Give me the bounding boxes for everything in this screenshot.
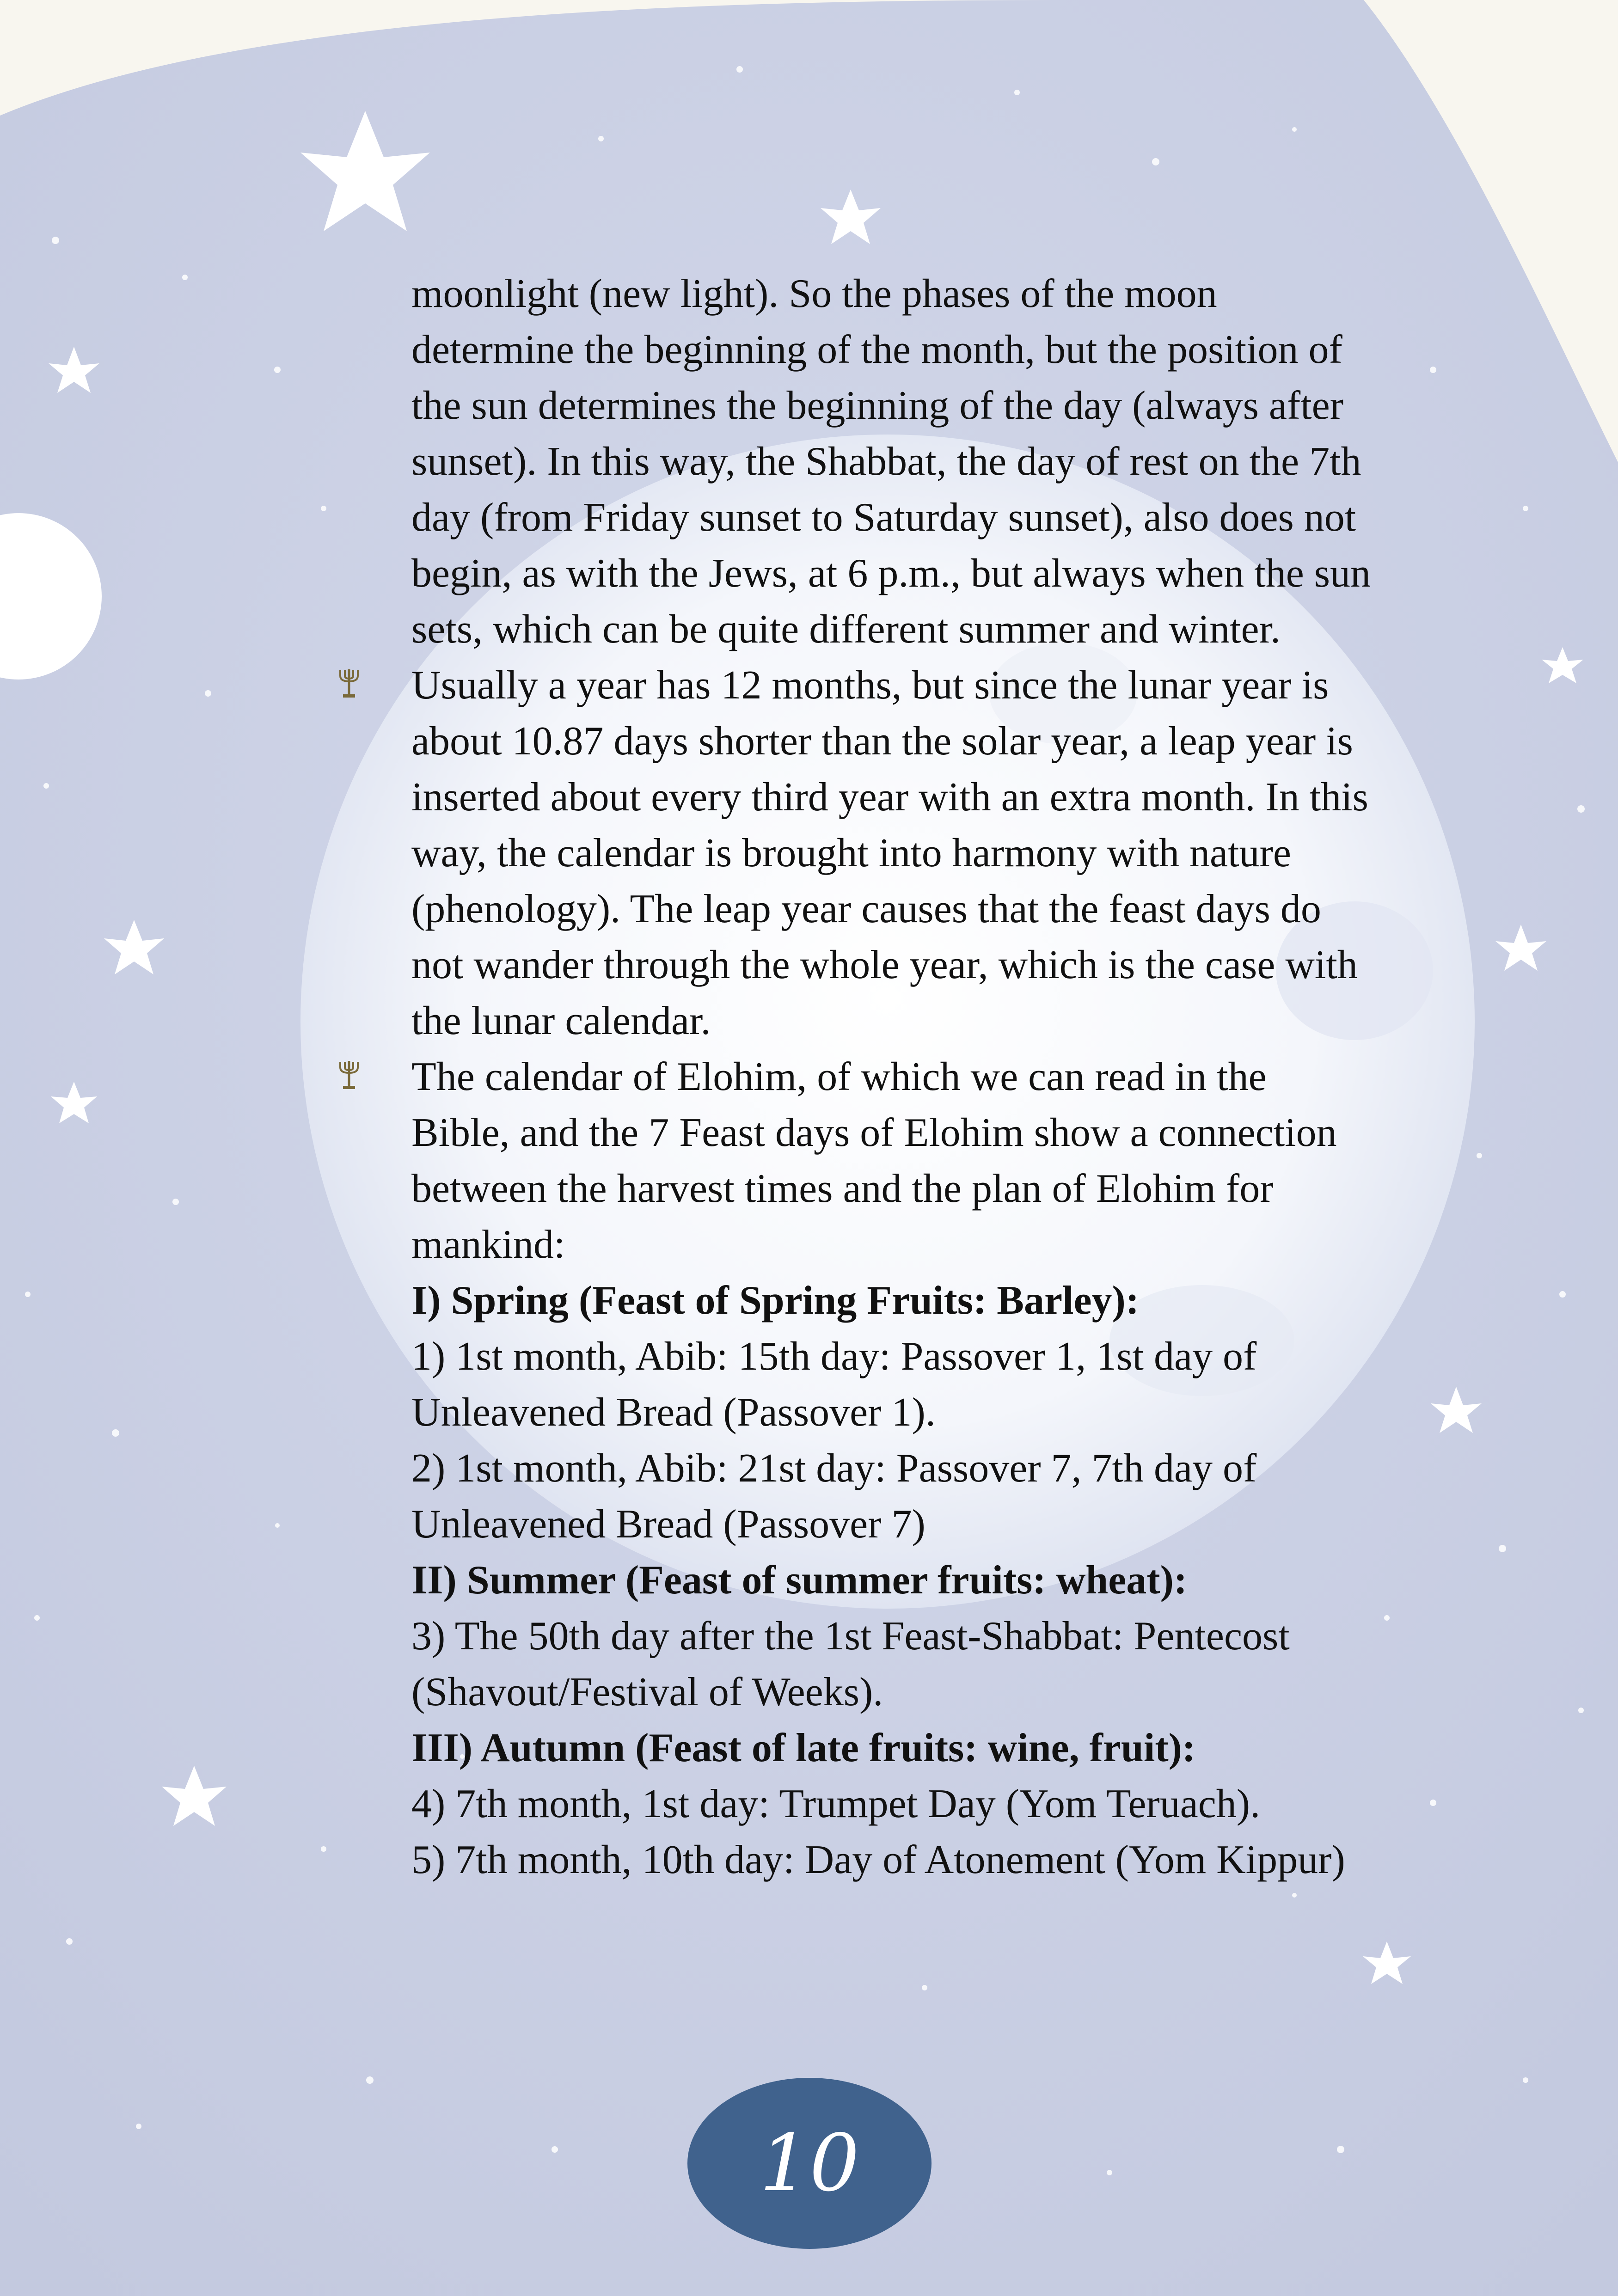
heading-autumn: III) Autumn (Feast of late fruits: wine, fruit): <box>411 1726 1196 1770</box>
heading-summer: II) Summer (Feast of summer fruits: wheat): <box>411 1558 1188 1603</box>
bullet-text-leap-year: Usually a year has 12 months, but since the lunar year is about 10.87 days shorter than the solar year, a leap year is inserted about every third year with an extra month. In this way, the calendar is brought into harmony with nature (phenology). The leap year causes that the feast days do not wander through the whole year, which is the case with the lunar calendar. <box>411 663 1368 1043</box>
bullet-paragraph-leap-year <box>411 657 1373 1049</box>
feast-item-3: 3) The 50th day after the 1st Feast-Shabbat: Pentecost (Shavout/Festival of Weeks). <box>411 1614 1290 1714</box>
menorah-icon <box>337 667 361 700</box>
bullet-text-calendar: The calendar of Elohim, of which we can read in the Bible, and the 7 Feast days of Elohim show a connection between the harvest times and the plan of Elohim for mankind: <box>411 1054 1337 1267</box>
feast-item-4: 4) 7th month, 1st day: Trumpet Day (Yom Teruach). <box>411 1782 1261 1826</box>
bullet-paragraph-calendar <box>411 1049 1373 1273</box>
body-text <box>411 266 1373 1888</box>
menorah-icon <box>337 1059 361 1091</box>
feast-item-5: 5) 7th month, 10th day: Day of Atonement (Yom Kippur) <box>411 1837 1345 1882</box>
feast-item-1: 1) 1st month, Abib: 15th day: Passover 1, 1st day of Unleavened Bread (Passover 1). <box>411 1334 1257 1435</box>
page-number-badge <box>687 2078 932 2249</box>
page-number: 10 <box>759 2118 860 2209</box>
intro-paragraph: moonlight (new light). So the phases of the moon determine the beginning of the month, but the position of the sun determines the beginning of the day (always after sunset). In this way, the Shabbat, the day of rest on the 7th day (from Friday sunset to Saturday sunset), also does not begin, as with the Jews, at 6 p.m., but always when the sun sets, which can be quite different summer and winter. <box>411 271 1371 652</box>
heading-spring: I) Spring (Feast of Spring Fruits: Barley): <box>411 1278 1140 1323</box>
feast-item-2: 2) 1st month, Abib: 21st day: Passover 7, 7th day of Unleavened Bread (Passover 7) <box>411 1446 1257 1547</box>
